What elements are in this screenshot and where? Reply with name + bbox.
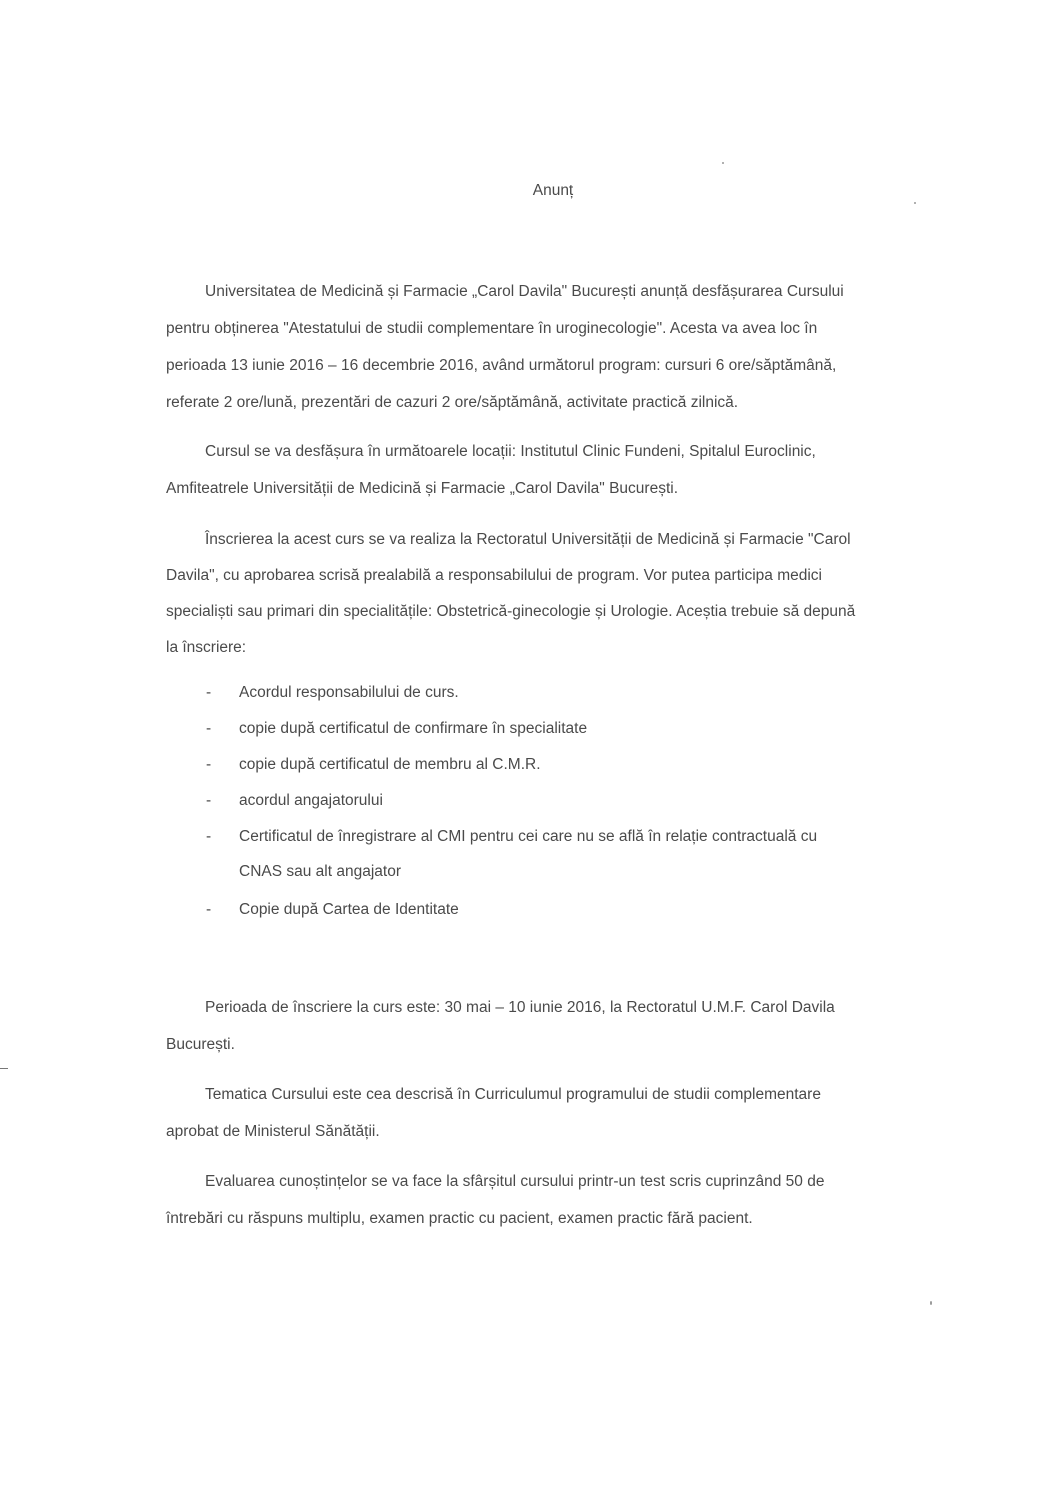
text-line: Universitatea de Medicină și Farmacie „Carol Davila" București anunță desfășurarea Cursului: [205, 283, 844, 300]
list-bullet: -: [206, 756, 212, 773]
text-line: Amfiteatrele Universității de Medicină și Farmacie „Carol Davila" București.: [166, 480, 679, 497]
list-item-text: copie după certificatul de membru al C.M.R.: [239, 756, 541, 773]
list-item-text: acordul angajatorului: [239, 792, 383, 809]
text-line: Perioada de înscriere la curs este: 30 mai – 10 iunie 2016, la Rectoratul U.M.F. Carol Davila: [205, 999, 835, 1016]
text-line: întrebări cu răspuns multiplu, examen practic cu pacient, examen practic fără pacient.: [166, 1210, 753, 1227]
text-line: Davila", cu aprobarea scrisă prealabilă a responsabilului de program. Vor putea participa medici: [166, 567, 822, 584]
text-line: perioada 13 iunie 2016 – 16 decembrie 2016, având următorul program: cursuri 6 ore/săptămână,: [166, 357, 837, 374]
list-bullet: -: [206, 720, 212, 737]
list-item-text: Copie după Cartea de Identitate: [239, 901, 459, 918]
document-title: Anunț: [532, 182, 574, 199]
scan-speck: [722, 162, 724, 164]
text-line: Înscrierea la acest curs se va realiza la Rectoratul Universității de Medicină și Farmacie "Carol: [205, 531, 851, 548]
text-line: specialiști sau primari din specialitățile: Obstetrică-ginecologie și Urologie. Aceștia trebuie să depună: [166, 603, 856, 620]
text-line: Cursul se va desfășura în următoarele locații: Institutul Clinic Fundeni, Spitalul Euroclinic,: [205, 443, 816, 460]
list-item-text: copie după certificatul de confirmare în specialitate: [239, 720, 588, 737]
scan-edge-mark: [0, 1068, 8, 1069]
text-line: Evaluarea cunoștințelor se va face la sfârșitul cursului printr-un test scris cuprinzând 50 de: [205, 1173, 825, 1190]
list-item-text: Certificatul de înregistrare al CMI pentru cei care nu se află în relație contractuală cu: [239, 828, 818, 845]
text-line: București.: [166, 1036, 235, 1053]
list-item-text: Acordul responsabilului de curs.: [239, 684, 459, 701]
text-line: la înscriere:: [166, 639, 247, 656]
text-line: referate 2 ore/lună, prezentări de cazuri 2 ore/săptămână, activitate practică zilnică.: [166, 394, 739, 411]
scan-speck: [914, 202, 916, 204]
list-bullet: -: [206, 684, 212, 701]
text-line: pentru obținerea "Atestatului de studii complementare în uroginecologie". Acesta va avea loc în: [166, 320, 818, 337]
text-line: Tematica Cursului este cea descrisă în Curriculumul programului de studii complementare: [205, 1086, 821, 1103]
list-bullet: -: [206, 828, 212, 845]
text-line: aprobat de Ministerul Sănătății.: [166, 1123, 380, 1140]
list-bullet: -: [206, 792, 212, 809]
list-bullet: -: [206, 901, 212, 918]
list-item-text: CNAS sau alt angajator: [239, 863, 401, 880]
scan-speck: [930, 1301, 932, 1305]
